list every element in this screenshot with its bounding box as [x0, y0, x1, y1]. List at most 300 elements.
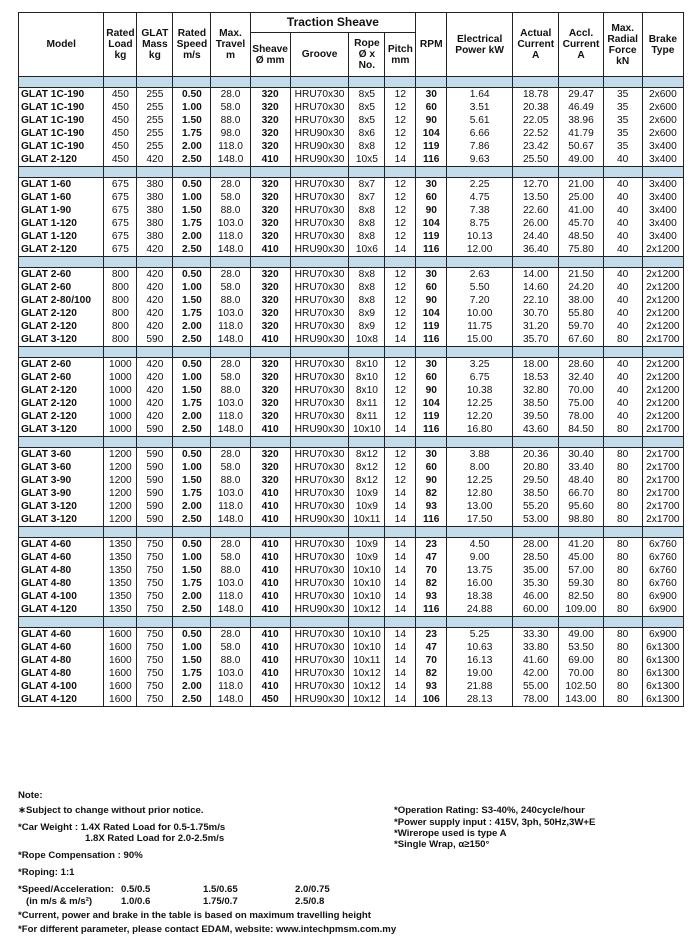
- cell-rpm: 116: [416, 603, 447, 617]
- cell-accl-current: 59.70: [559, 320, 603, 333]
- separator-cell: [250, 77, 290, 88]
- cell-rated-speed: 1.75: [173, 667, 211, 680]
- col-glat-mass: GLAT Mass kg: [137, 13, 173, 77]
- separator-cell: [19, 617, 104, 628]
- table-row: [19, 268, 684, 282]
- cell-glat-mass: 380: [137, 191, 173, 204]
- cell-electrical-power: 5.25: [447, 628, 513, 642]
- cell-model: GLAT 1C-190: [19, 101, 104, 114]
- table-row: [19, 538, 684, 552]
- cell-brake-type: 3x400: [642, 230, 683, 243]
- group-separator: [19, 257, 684, 268]
- cell-max-travel: 148.0: [211, 603, 250, 617]
- cell-glat-mass: 420: [137, 281, 173, 294]
- cell-accl-current: 33.40: [559, 461, 603, 474]
- cell-max-travel: 148.0: [211, 243, 250, 257]
- cell-glat-mass: 750: [137, 641, 173, 654]
- cell-brake-type: 2x1200: [642, 358, 683, 372]
- separator-cell: [385, 77, 416, 88]
- cell-max-radial-force: 40: [603, 294, 642, 307]
- speed-acc-value: 0.5/0.5: [121, 884, 151, 895]
- separator-cell: [173, 257, 211, 268]
- separator-cell: [211, 347, 250, 358]
- cell-model: GLAT 3-90: [19, 487, 104, 500]
- cell-brake-type: 2x1700: [642, 487, 683, 500]
- cell-groove: HRU70x30: [290, 500, 349, 513]
- cell-brake-type: 2x600: [642, 127, 683, 140]
- separator-cell: [603, 77, 642, 88]
- cell-rpm: 104: [416, 397, 447, 410]
- cell-sheave: 320: [250, 320, 290, 333]
- cell-brake-type: 2x1200: [642, 268, 683, 282]
- cell-rpm: 60: [416, 191, 447, 204]
- cell-electrical-power: 2.63: [447, 268, 513, 282]
- cell-electrical-power: 15.00: [447, 333, 513, 347]
- cell-rope: 10x9: [349, 551, 385, 564]
- separator-cell: [173, 167, 211, 178]
- cell-rated-load: 1350: [104, 564, 137, 577]
- cell-glat-mass: 750: [137, 538, 173, 552]
- cell-glat-mass: 750: [137, 564, 173, 577]
- cell-max-travel: 58.0: [211, 551, 250, 564]
- cell-brake-type: 6x760: [642, 564, 683, 577]
- separator-cell: [290, 527, 349, 538]
- cell-rated-speed: 1.00: [173, 461, 211, 474]
- cell-max-travel: 148.0: [211, 423, 250, 437]
- cell-actual-current: 55.00: [513, 680, 559, 693]
- separator-cell: [104, 257, 137, 268]
- separator-cell: [211, 77, 250, 88]
- cell-sheave: 320: [250, 127, 290, 140]
- cell-rated-speed: 1.00: [173, 641, 211, 654]
- table-row: [19, 384, 684, 397]
- cell-rated-speed: 2.00: [173, 320, 211, 333]
- cell-glat-mass: 420: [137, 358, 173, 372]
- cell-rated-speed: 2.50: [173, 603, 211, 617]
- cell-rated-load: 1600: [104, 641, 137, 654]
- cell-electrical-power: 10.13: [447, 230, 513, 243]
- cell-sheave: 410: [250, 577, 290, 590]
- cell-max-travel: 148.0: [211, 153, 250, 167]
- cell-glat-mass: 420: [137, 307, 173, 320]
- cell-brake-type: 6x1300: [642, 641, 683, 654]
- cell-max-radial-force: 80: [603, 474, 642, 487]
- cell-rated-load: 800: [104, 307, 137, 320]
- table-row: [19, 191, 684, 204]
- separator-cell: [385, 167, 416, 178]
- cell-accl-current: 70.00: [559, 667, 603, 680]
- cell-model: GLAT 2-120: [19, 153, 104, 167]
- cell-rated-load: 1000: [104, 397, 137, 410]
- cell-glat-mass: 750: [137, 628, 173, 642]
- cell-pitch: 14: [385, 333, 416, 347]
- cell-brake-type: 2x1700: [642, 333, 683, 347]
- cell-pitch: 12: [385, 474, 416, 487]
- cell-max-travel: 103.0: [211, 397, 250, 410]
- cell-groove: HRU70x30: [290, 461, 349, 474]
- cell-actual-current: 55.20: [513, 500, 559, 513]
- cell-model: GLAT 3-120: [19, 500, 104, 513]
- cell-rope: 8x10: [349, 371, 385, 384]
- separator-cell: [173, 437, 211, 448]
- cell-rpm: 116: [416, 243, 447, 257]
- cell-rpm: 30: [416, 358, 447, 372]
- cell-pitch: 14: [385, 654, 416, 667]
- cell-actual-current: 28.50: [513, 551, 559, 564]
- cell-max-radial-force: 80: [603, 641, 642, 654]
- speed-acc-value: 1.75/0.7: [203, 896, 238, 907]
- cell-rpm: 82: [416, 577, 447, 590]
- cell-rated-speed: 1.50: [173, 384, 211, 397]
- cell-max-radial-force: 80: [603, 577, 642, 590]
- cell-brake-type: 2x1200: [642, 410, 683, 423]
- cell-glat-mass: 420: [137, 384, 173, 397]
- cell-sheave: 320: [250, 397, 290, 410]
- cell-groove: HRU70x30: [290, 230, 349, 243]
- cell-sheave: 410: [250, 564, 290, 577]
- separator-cell: [416, 617, 447, 628]
- separator-cell: [173, 527, 211, 538]
- cell-actual-current: 60.00: [513, 603, 559, 617]
- separator-cell: [385, 347, 416, 358]
- separator-cell: [104, 347, 137, 358]
- separator-cell: [137, 167, 173, 178]
- cell-groove: HRU70x30: [290, 88, 349, 102]
- col-electrical-power: Electrical Power kW: [447, 13, 513, 77]
- cell-rated-load: 1600: [104, 654, 137, 667]
- cell-max-radial-force: 35: [603, 114, 642, 127]
- cell-rated-speed: 1.00: [173, 281, 211, 294]
- separator-cell: [290, 347, 349, 358]
- cell-electrical-power: 7.20: [447, 294, 513, 307]
- cell-rpm: 104: [416, 217, 447, 230]
- cell-glat-mass: 420: [137, 410, 173, 423]
- cell-brake-type: 2x1700: [642, 500, 683, 513]
- cell-max-radial-force: 80: [603, 551, 642, 564]
- cell-rated-load: 675: [104, 230, 137, 243]
- cell-max-travel: 148.0: [211, 693, 250, 707]
- cell-rated-speed: 1.75: [173, 217, 211, 230]
- table-row: [19, 127, 684, 140]
- cell-groove: HRU90x30: [290, 140, 349, 153]
- cell-max-radial-force: 40: [603, 410, 642, 423]
- cell-rope: 8x8: [349, 230, 385, 243]
- col-pitch: Pitch mm: [385, 33, 416, 77]
- cell-accl-current: 49.00: [559, 153, 603, 167]
- cell-accl-current: 45.00: [559, 551, 603, 564]
- col-actual-current: Actual Current A: [513, 13, 559, 77]
- separator-cell: [447, 437, 513, 448]
- cell-groove: HRU70x30: [290, 487, 349, 500]
- cell-max-travel: 103.0: [211, 577, 250, 590]
- separator-cell: [416, 527, 447, 538]
- cell-accl-current: 70.00: [559, 384, 603, 397]
- cell-rpm: 60: [416, 281, 447, 294]
- cell-electrical-power: 7.86: [447, 140, 513, 153]
- cell-sheave: 320: [250, 230, 290, 243]
- cell-rope: 8x5: [349, 101, 385, 114]
- cell-pitch: 14: [385, 628, 416, 642]
- cell-pitch: 12: [385, 448, 416, 462]
- cell-actual-current: 22.10: [513, 294, 559, 307]
- cell-glat-mass: 420: [137, 294, 173, 307]
- cell-rated-speed: 1.75: [173, 307, 211, 320]
- cell-pitch: 12: [385, 88, 416, 102]
- separator-cell: [19, 167, 104, 178]
- cell-electrical-power: 5.50: [447, 281, 513, 294]
- cell-glat-mass: 380: [137, 217, 173, 230]
- cell-groove: HRU70x30: [290, 358, 349, 372]
- table-row: [19, 641, 684, 654]
- cell-pitch: 14: [385, 603, 416, 617]
- cell-model: GLAT 1-60: [19, 191, 104, 204]
- table-row: [19, 551, 684, 564]
- cell-electrical-power: 12.25: [447, 397, 513, 410]
- cell-glat-mass: 255: [137, 101, 173, 114]
- cell-max-travel: 88.0: [211, 294, 250, 307]
- cell-electrical-power: 12.00: [447, 243, 513, 257]
- table-row: [19, 358, 684, 372]
- cell-pitch: 12: [385, 204, 416, 217]
- cell-groove: HRU90x30: [290, 603, 349, 617]
- cell-rated-load: 450: [104, 153, 137, 167]
- cell-pitch: 14: [385, 513, 416, 527]
- separator-cell: [290, 77, 349, 88]
- cell-brake-type: 2x1200: [642, 397, 683, 410]
- cell-electrical-power: 7.38: [447, 204, 513, 217]
- cell-max-travel: 103.0: [211, 487, 250, 500]
- cell-max-radial-force: 80: [603, 693, 642, 707]
- cell-model: GLAT 2-120: [19, 307, 104, 320]
- table-row: [19, 654, 684, 667]
- cell-accl-current: 50.67: [559, 140, 603, 153]
- cell-max-radial-force: 35: [603, 101, 642, 114]
- cell-electrical-power: 2.25: [447, 178, 513, 192]
- cell-max-travel: 88.0: [211, 474, 250, 487]
- cell-rated-speed: 1.50: [173, 294, 211, 307]
- cell-rated-load: 675: [104, 243, 137, 257]
- cell-max-travel: 88.0: [211, 114, 250, 127]
- separator-cell: [559, 167, 603, 178]
- cell-actual-current: 42.00: [513, 667, 559, 680]
- cell-rated-load: 450: [104, 101, 137, 114]
- cell-glat-mass: 590: [137, 333, 173, 347]
- cell-rated-speed: 1.75: [173, 577, 211, 590]
- cell-rpm: 90: [416, 204, 447, 217]
- cell-actual-current: 20.80: [513, 461, 559, 474]
- cell-rpm: 30: [416, 268, 447, 282]
- table-row: [19, 513, 684, 527]
- separator-cell: [104, 437, 137, 448]
- cell-groove: HRU70x30: [290, 680, 349, 693]
- cell-rope: 8x11: [349, 410, 385, 423]
- cell-brake-type: 2x1200: [642, 371, 683, 384]
- cell-actual-current: 28.00: [513, 538, 559, 552]
- cell-sheave: 320: [250, 268, 290, 282]
- table-row: [19, 88, 684, 102]
- separator-cell: [173, 617, 211, 628]
- cell-max-travel: 58.0: [211, 371, 250, 384]
- separator-cell: [603, 257, 642, 268]
- cell-glat-mass: 750: [137, 551, 173, 564]
- separator-cell: [19, 77, 104, 88]
- cell-rated-speed: 2.50: [173, 423, 211, 437]
- cell-accl-current: 21.00: [559, 178, 603, 192]
- cell-groove: HRU70x30: [290, 551, 349, 564]
- cell-brake-type: 2x1700: [642, 448, 683, 462]
- cell-pitch: 14: [385, 500, 416, 513]
- cell-actual-current: 31.20: [513, 320, 559, 333]
- col-max-radial-force: Max. Radial Force kN: [603, 13, 642, 77]
- cell-model: GLAT 2-120: [19, 384, 104, 397]
- cell-model: GLAT 4-80: [19, 577, 104, 590]
- cell-accl-current: 143.00: [559, 693, 603, 707]
- cell-max-travel: 103.0: [211, 217, 250, 230]
- cell-sheave: 450: [250, 693, 290, 707]
- cell-model: GLAT 2-120: [19, 320, 104, 333]
- cell-groove: HRU70x30: [290, 101, 349, 114]
- speed-acc-value: 2.0/0.75: [295, 884, 330, 895]
- cell-max-radial-force: 80: [603, 487, 642, 500]
- cell-actual-current: 43.60: [513, 423, 559, 437]
- table-row: [19, 294, 684, 307]
- cell-actual-current: 20.36: [513, 448, 559, 462]
- cell-electrical-power: 6.66: [447, 127, 513, 140]
- cell-sheave: 320: [250, 178, 290, 192]
- cell-pitch: 12: [385, 191, 416, 204]
- cell-rope: 8x7: [349, 178, 385, 192]
- cell-electrical-power: 16.00: [447, 577, 513, 590]
- cell-rated-load: 1200: [104, 461, 137, 474]
- cell-rated-speed: 1.75: [173, 487, 211, 500]
- cell-accl-current: 109.00: [559, 603, 603, 617]
- cell-electrical-power: 1.64: [447, 88, 513, 102]
- cell-sheave: 410: [250, 153, 290, 167]
- cell-groove: HRU70x30: [290, 217, 349, 230]
- cell-rpm: 23: [416, 538, 447, 552]
- cell-pitch: 12: [385, 268, 416, 282]
- cell-electrical-power: 10.63: [447, 641, 513, 654]
- cell-max-travel: 58.0: [211, 101, 250, 114]
- separator-cell: [211, 437, 250, 448]
- cell-model: GLAT 3-90: [19, 474, 104, 487]
- cell-model: GLAT 2-60: [19, 358, 104, 372]
- cell-electrical-power: 16.80: [447, 423, 513, 437]
- cell-rated-load: 1200: [104, 448, 137, 462]
- cell-max-radial-force: 40: [603, 178, 642, 192]
- separator-cell: [513, 347, 559, 358]
- cell-pitch: 12: [385, 178, 416, 192]
- cell-max-travel: 28.0: [211, 448, 250, 462]
- cell-glat-mass: 420: [137, 397, 173, 410]
- separator-cell: [104, 77, 137, 88]
- cell-max-radial-force: 40: [603, 191, 642, 204]
- cell-model: GLAT 3-120: [19, 423, 104, 437]
- table-row: [19, 667, 684, 680]
- cell-groove: HRU70x30: [290, 191, 349, 204]
- cell-rope: 10x6: [349, 243, 385, 257]
- separator-cell: [559, 257, 603, 268]
- note-car-weight-2: 1.8X Rated Load for 2.0-2.5m/s: [85, 833, 225, 844]
- separator-cell: [385, 617, 416, 628]
- separator-cell: [416, 257, 447, 268]
- cell-model: GLAT 1C-190: [19, 114, 104, 127]
- separator-cell: [559, 77, 603, 88]
- cell-rpm: 93: [416, 590, 447, 603]
- cell-model: GLAT 3-60: [19, 448, 104, 462]
- cell-actual-current: 24.40: [513, 230, 559, 243]
- table-row: [19, 628, 684, 642]
- cell-electrical-power: 9.63: [447, 153, 513, 167]
- cell-rated-load: 1000: [104, 384, 137, 397]
- cell-brake-type: 2x1200: [642, 281, 683, 294]
- separator-cell: [349, 77, 385, 88]
- table-row: [19, 410, 684, 423]
- col-brake-type: Brake Type: [642, 13, 683, 77]
- cell-rated-load: 1000: [104, 358, 137, 372]
- cell-sheave: 410: [250, 538, 290, 552]
- table-row: [19, 281, 684, 294]
- table-row: [19, 178, 684, 192]
- cell-groove: HRU70x30: [290, 204, 349, 217]
- cell-rpm: 93: [416, 500, 447, 513]
- cell-accl-current: 38.96: [559, 114, 603, 127]
- note-power-supply: *Power supply input : 415V, 3ph, 50Hz,3W+E: [394, 817, 596, 828]
- cell-rpm: 82: [416, 667, 447, 680]
- cell-brake-type: 2x600: [642, 101, 683, 114]
- separator-cell: [513, 257, 559, 268]
- cell-max-travel: 118.0: [211, 590, 250, 603]
- cell-accl-current: 48.40: [559, 474, 603, 487]
- cell-rated-load: 1200: [104, 500, 137, 513]
- cell-pitch: 14: [385, 590, 416, 603]
- cell-rated-load: 1000: [104, 410, 137, 423]
- cell-electrical-power: 5.61: [447, 114, 513, 127]
- separator-cell: [385, 527, 416, 538]
- table-row: [19, 474, 684, 487]
- separator-cell: [290, 617, 349, 628]
- cell-rope: 8x10: [349, 358, 385, 372]
- cell-sheave: 320: [250, 204, 290, 217]
- cell-groove: HRU70x30: [290, 320, 349, 333]
- cell-glat-mass: 750: [137, 654, 173, 667]
- cell-pitch: 12: [385, 358, 416, 372]
- cell-pitch: 12: [385, 127, 416, 140]
- cell-glat-mass: 255: [137, 88, 173, 102]
- cell-pitch: 14: [385, 243, 416, 257]
- separator-cell: [250, 347, 290, 358]
- cell-glat-mass: 380: [137, 230, 173, 243]
- note-speed-acceleration-unit: (in m/s & m/s²): [26, 896, 93, 907]
- cell-rope: 10x9: [349, 500, 385, 513]
- cell-model: GLAT 2-120: [19, 397, 104, 410]
- cell-electrical-power: 10.00: [447, 307, 513, 320]
- cell-pitch: 14: [385, 693, 416, 707]
- table-row: [19, 693, 684, 707]
- cell-rope: 10x12: [349, 693, 385, 707]
- cell-electrical-power: 6.75: [447, 371, 513, 384]
- cell-model: GLAT 4-60: [19, 538, 104, 552]
- cell-max-travel: 98.0: [211, 127, 250, 140]
- cell-groove: HRU70x30: [290, 294, 349, 307]
- cell-brake-type: 2x1200: [642, 384, 683, 397]
- group-separator: [19, 347, 684, 358]
- cell-electrical-power: 28.13: [447, 693, 513, 707]
- separator-cell: [290, 437, 349, 448]
- cell-groove: HRU70x30: [290, 371, 349, 384]
- cell-rated-speed: 2.50: [173, 513, 211, 527]
- cell-rpm: 30: [416, 88, 447, 102]
